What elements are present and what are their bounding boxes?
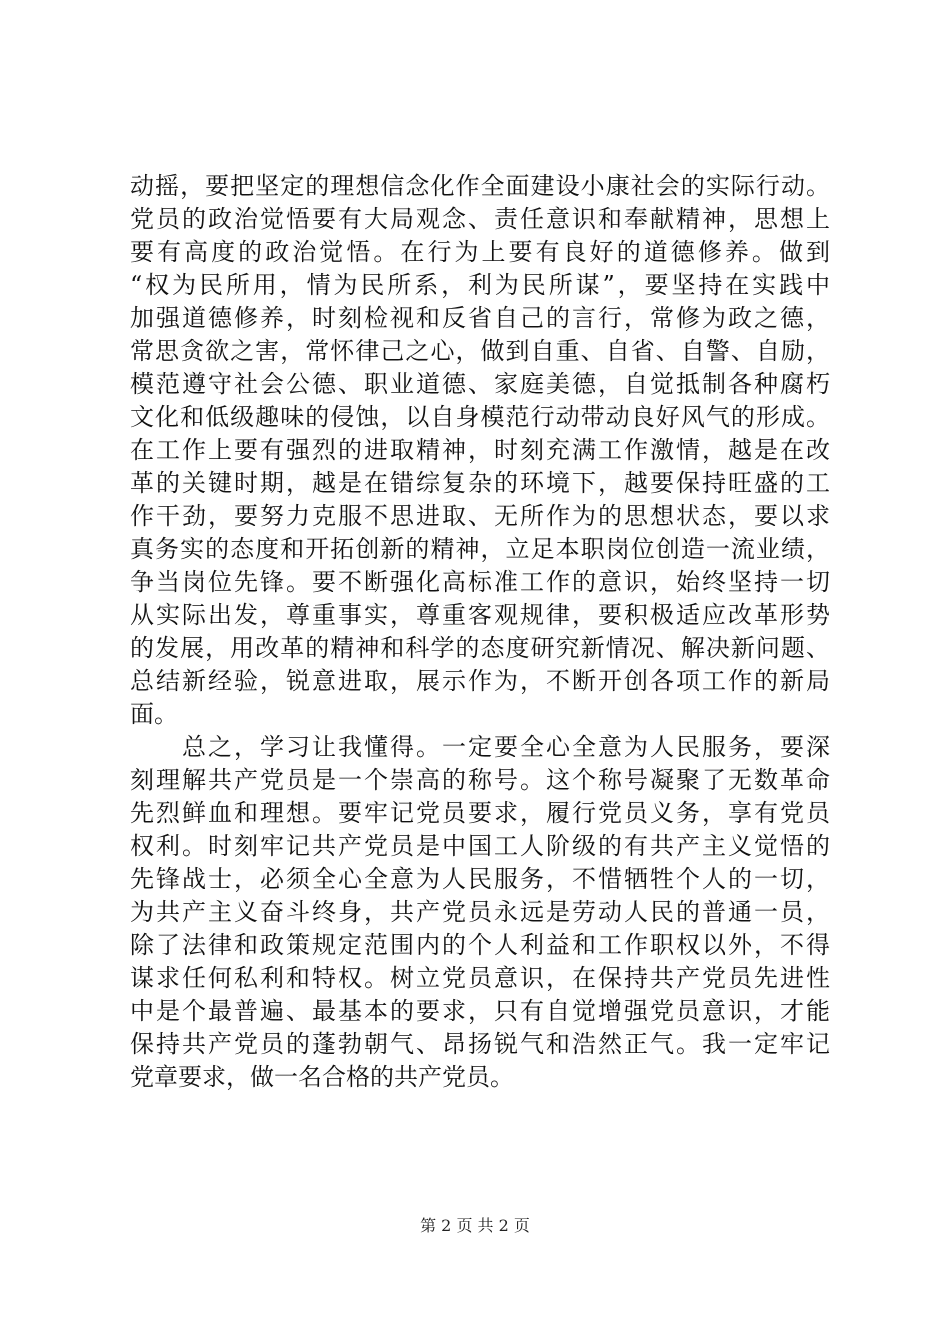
text-line: 权利。时刻牢记共产党员是中国工人阶级的有共产主义觉悟的 [130, 832, 830, 860]
text-line: 刻理解共产党员是一个崇高的称号。这个称号凝聚了无数革命 [130, 766, 830, 794]
text-line: 在工作上要有强烈的进取精神，时刻充满工作激情，越是在改 [130, 436, 830, 464]
text-line: 革的关键时期，越是在错综复杂的环境下，越要保持旺盛的工 [130, 469, 830, 497]
text-line: 争当岗位先锋。要不断强化高标准工作的意识，始终坚持一切 [130, 568, 830, 596]
text-line: 从实际出发，尊重事实，尊重客观规律，要积极适应改革形势 [130, 601, 830, 629]
text-line: 党员的政治觉悟要有大局观念、责任意识和奉献精神，思想上 [130, 205, 830, 233]
text-line: 中是个最普遍、最基本的要求，只有自觉增强党员意识，才能 [130, 997, 830, 1025]
text-line: 动摇，要把坚定的理想信念化作全面建设小康社会的实际行动。 [130, 172, 830, 200]
document-body [130, 170, 830, 1094]
text-line: 要有高度的政治觉悟。在行为上要有良好的道德修养。做到 [130, 238, 830, 266]
text-line: 文化和低级趣味的侵蚀，以自身模范行动带动良好风气的形成。 [130, 403, 830, 431]
text-line: 谋求任何私利和特权。树立党员意识，在保持共产党员先进性 [130, 964, 830, 992]
text-line: 模范遵守社会公德、职业道德、家庭美德，自觉抵制各种腐朽 [130, 370, 830, 398]
text-line: 总结新经验，锐意进取，展示作为，不断开创各项工作的新局 [130, 667, 830, 695]
text-line: 为共产主义奋斗终身，共产党员永远是劳动人民的普通一员， [130, 898, 830, 926]
text-line: 常思贪欲之害，常怀律己之心，做到自重、自省、自警、自励， [130, 337, 830, 365]
text-line: 先烈鲜血和理想。要牢记党员要求，履行党员义务，享有党员 [130, 799, 830, 827]
text-line: 保持共产党员的蓬勃朝气、昂扬锐气和浩然正气。我一定牢记 [130, 1030, 830, 1058]
text-line: 面。 [130, 700, 178, 728]
text-line: 加强道德修养，时刻检视和反省自己的言行，常修为政之德， [130, 304, 830, 332]
paragraph [130, 731, 830, 1094]
page-footer: 第 2 页 共 2 页 [420, 1216, 530, 1235]
text-line: 先锋战士，必须全心全意为人民服务，不惜牺牲个人的一切， [130, 865, 830, 893]
text-line: 除了法律和政策规定范围内的个人利益和工作职权以外，不得 [130, 931, 830, 959]
text-line: “权为民所用，情为民所系，利为民所谋”，要坚持在实践中 [130, 271, 830, 299]
text-line: 总之，学习让我懂得。一定要全心全意为人民服务，要深 [130, 733, 830, 761]
text-line: 作干劲，要努力克服不思进取、无所作为的思想状态，要以求 [130, 502, 830, 530]
text-line: 真务实的态度和开拓创新的精神，立足本职岗位创造一流业绩， [130, 535, 830, 563]
paragraph [130, 170, 830, 731]
text-line: 党章要求，做一名合格的共产党员。 [130, 1063, 514, 1091]
text-line: 的发展，用改革的精神和科学的态度研究新情况、解决新问题、 [130, 634, 830, 662]
